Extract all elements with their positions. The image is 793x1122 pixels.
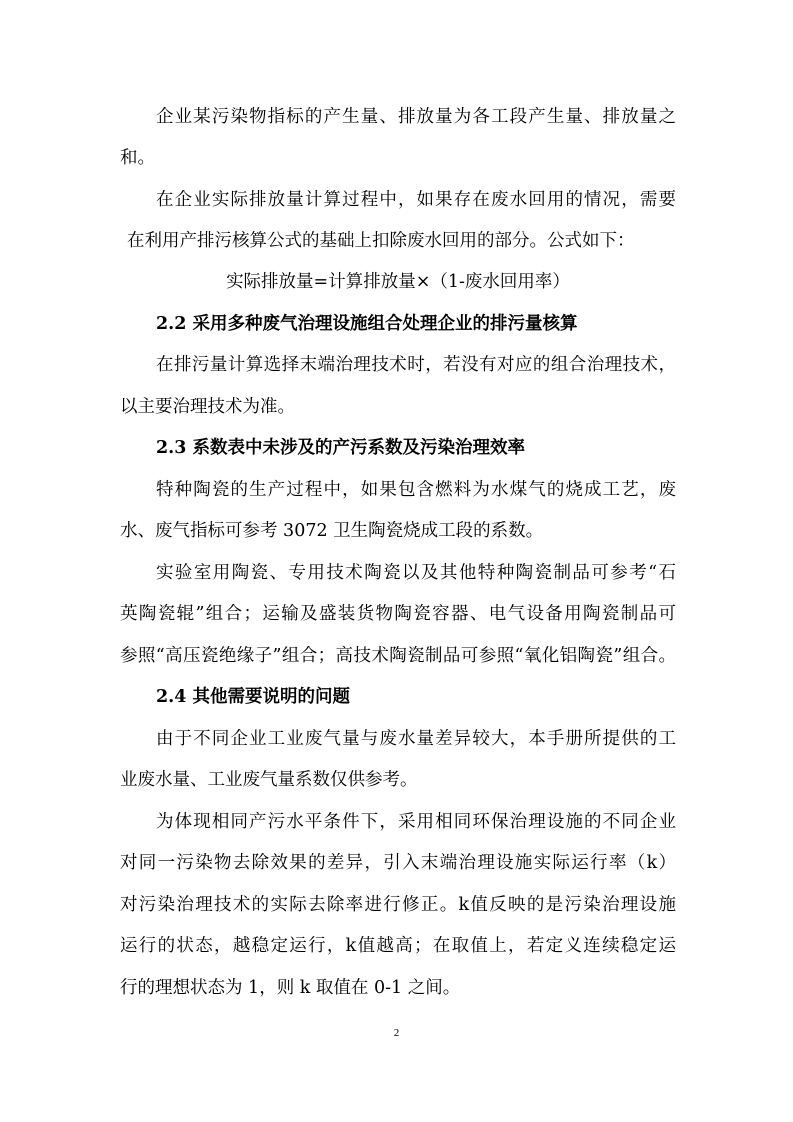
paragraph-line: 企业某污染物指标的产生量、排放量为各工段产生量、排放量之 — [156, 107, 676, 127]
paragraph-line: 英陶瓷辊”组合；运输及盛装货物陶瓷容器、电气设备用陶瓷制品可 — [120, 604, 676, 624]
section-heading-2-2: 2.2 采用多种废气治理设施组合处理企业的排污量核算 — [156, 314, 578, 334]
paragraph-line: 对污染治理技术的实际去除率进行修正。k值反映的是污染治理设施 — [120, 895, 676, 915]
section-heading-2-3: 2.3 系数表中未涉及的产污系数及污染治理效率 — [156, 438, 526, 458]
formula: 实际排放量=计算排放量×（1-废水回用率） — [226, 272, 570, 292]
paragraph-line: 以主要治理技术为准。 — [120, 397, 295, 417]
page-number: 2 — [393, 1027, 400, 1039]
paragraph-line: 在排污量计算选择末端治理技术时，若没有对应的组合治理技术， — [156, 355, 676, 375]
paragraph-line: 在企业实际排放量计算过程中，如果存在废水回用的情况，需要 — [156, 190, 676, 210]
paragraph-line: 对同一污染物去除效果的差异，引入末端治理设施实际运行率（k） — [120, 853, 676, 873]
paragraph-line: 参照“高压瓷绝缘子”组合；高技术陶瓷制品可参照“氧化铝陶瓷”组合。 — [120, 646, 676, 666]
paragraph-line: 水、废气指标可参考 3072 卫生陶瓷烧成工段的系数。 — [120, 521, 544, 541]
paragraph-line: 运行的状态，越稳定运行，k值越高；在取值上，若定义连续稳定运 — [120, 936, 676, 956]
paragraph-line: 和。 — [120, 148, 155, 168]
paragraph-line: 在利用产排污核算公式的基础上扣除废水回用的部分。公式如下： — [127, 231, 635, 251]
paragraph-line: 行的理想状态为 1，则 k 取值在 0-1 之间。 — [120, 978, 461, 998]
paragraph-line: 由于不同企业工业废气量与废水量差异较大，本手册所提供的工 — [156, 729, 676, 749]
paragraph-line: 特种陶瓷的生产过程中，如果包含燃料为水煤气的烧成工艺，废 — [156, 480, 676, 500]
paragraph-line: 业废水量、工业废气量系数仅供参考。 — [120, 770, 418, 790]
paragraph-line: 实验室用陶瓷、专用技术陶瓷以及其他特种陶瓷制品可参考“石 — [156, 563, 676, 583]
section-heading-2-4: 2.4 其他需要说明的问题 — [156, 687, 351, 707]
paragraph-line: 为体现相同产污水平条件下，采用相同环保治理设施的不同企业 — [156, 812, 676, 832]
